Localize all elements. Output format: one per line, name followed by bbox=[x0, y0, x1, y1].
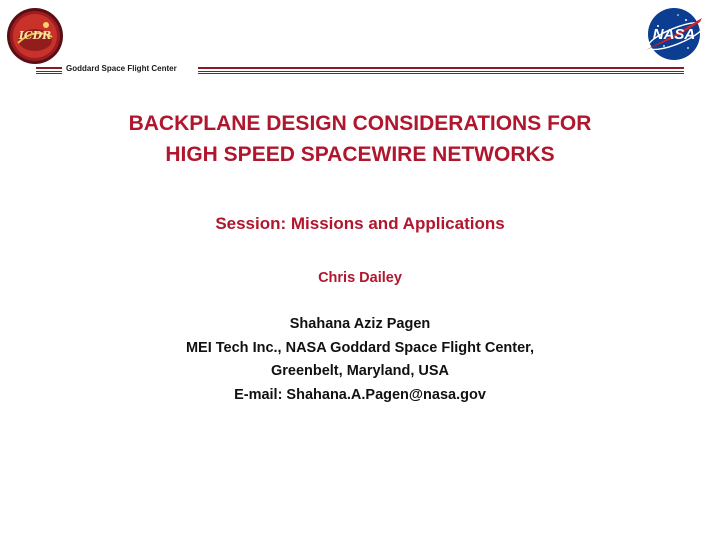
nasa-meatball-icon bbox=[642, 6, 706, 62]
org-label: Goddard Space Flight Center bbox=[66, 64, 177, 73]
author-location: Greenbelt, Maryland, USA bbox=[270, 363, 450, 379]
presenter-name: Chris Dailey bbox=[318, 270, 402, 286]
slide-title-line-1: BACKPLANE DESIGN CONSIDERATIONS FOR bbox=[128, 112, 592, 135]
header-rule-right bbox=[198, 67, 684, 74]
nasa-logo-text: NASA bbox=[652, 26, 696, 43]
icdr-logo-text: ICDR bbox=[18, 29, 52, 42]
author-block bbox=[0, 313, 720, 407]
slide-title-line-2: HIGH SPEED SPACEWIRE NETWORKS bbox=[165, 143, 555, 166]
author-email: E-mail: Shahana.A.Pagen@nasa.gov bbox=[234, 386, 486, 403]
author-name: Shahana Aziz Pagen bbox=[289, 316, 431, 332]
author-affiliation: MEI Tech Inc., NASA Goddard Space Flight Center, bbox=[185, 339, 535, 356]
icdr-mission-patch-icon bbox=[6, 7, 64, 65]
slide-title bbox=[0, 108, 720, 170]
session-label: Session: Missions and Applications bbox=[215, 214, 505, 233]
header-rule-left bbox=[36, 67, 62, 74]
